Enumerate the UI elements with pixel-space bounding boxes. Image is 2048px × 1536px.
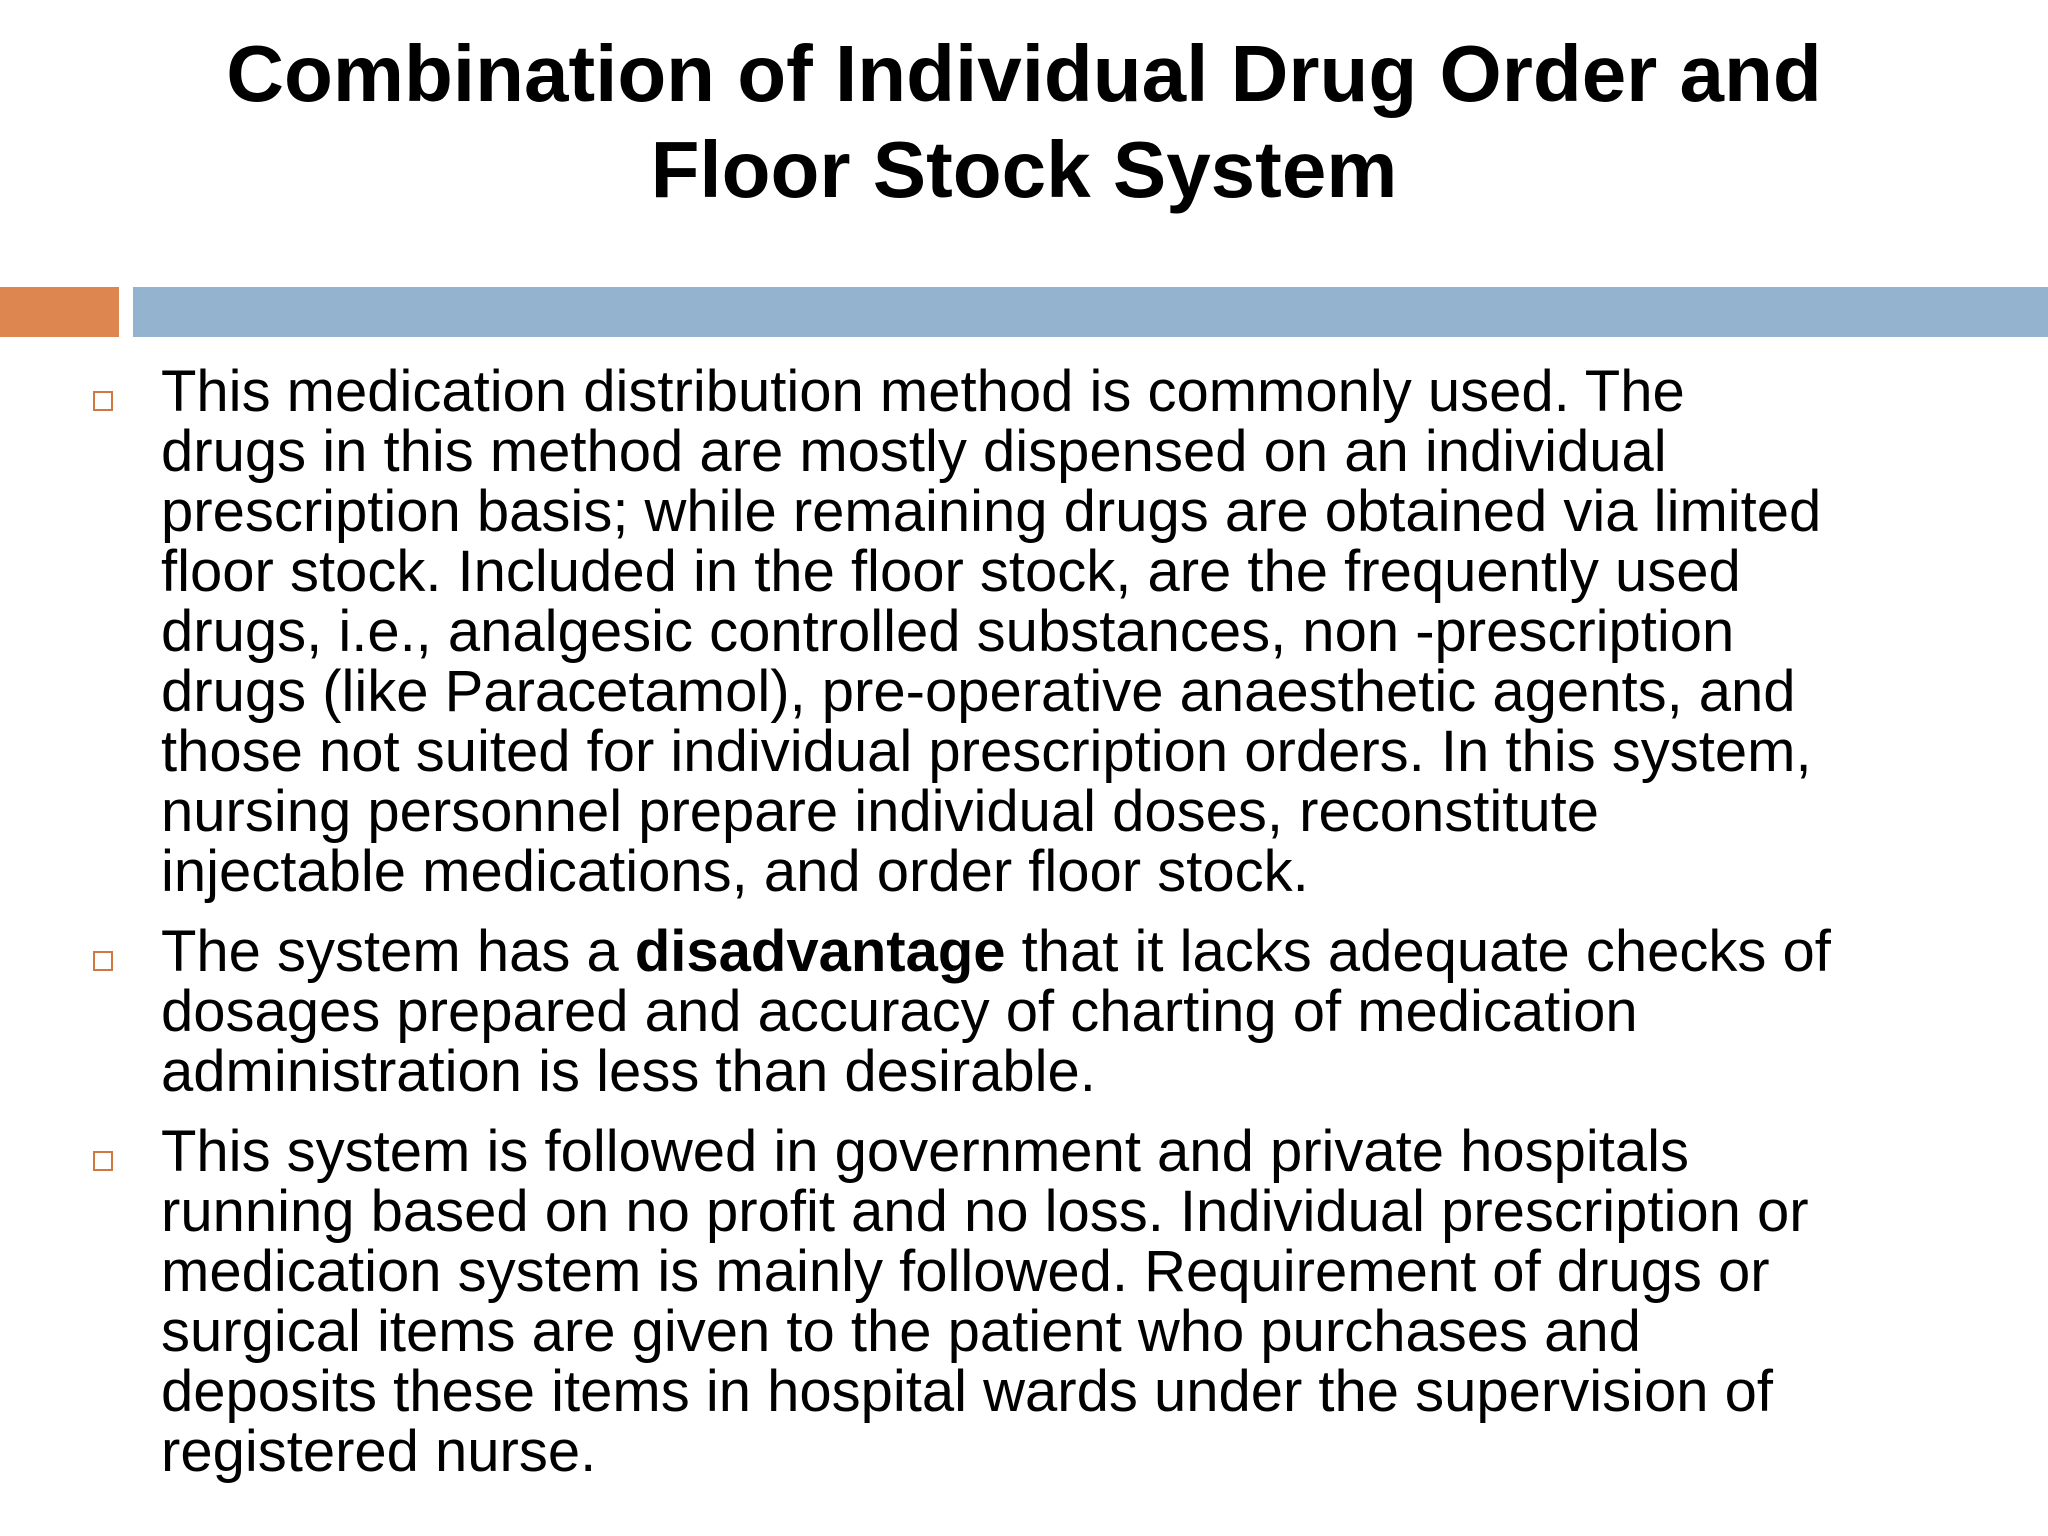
bullet-1-line: injectable medications, and order floor stock. — [161, 839, 1309, 904]
bullet-1-line: prescription basis; while remaining drugs are obtained via limited — [161, 479, 1822, 544]
bullet-1-line: drugs in this method are mostly dispensed on an individual — [161, 419, 1667, 484]
slide-title-line-1: Combination of Individual Drug Order and — [226, 29, 1822, 118]
bullet-1-line: floor stock. Included in the floor stock, are the frequently used — [161, 539, 1741, 604]
bullet-text-3 — [161, 1119, 1809, 1484]
bullet-2-text-after: that it lacks adequate checks of — [1005, 919, 1831, 984]
slide-title-line-2: Floor Stock System — [650, 125, 1398, 214]
bullet-2-line — [161, 919, 1831, 984]
bullet-3-line: running based on no profit and no loss. Individual prescription or — [161, 1179, 1809, 1244]
bullet-3-line: medication system is mainly followed. Requirement of drugs or — [161, 1239, 1770, 1304]
bullet-3-line: surgical items are given to the patient who purchases and — [161, 1299, 1641, 1364]
hollow-square-icon — [93, 391, 113, 411]
bullet-3-line: This system is followed in government and private hospitals — [161, 1119, 1690, 1184]
bullet-text-2 — [161, 919, 1831, 1104]
bullet-1-line: drugs, i.e., analgesic controlled substances, non -prescription — [161, 599, 1735, 664]
bullet-2-emphasis: disadvantage — [634, 919, 1006, 984]
bullet-2-text-before: The system has a — [161, 919, 635, 984]
bullet-2-line: administration is less than desirable. — [161, 1039, 1096, 1104]
hollow-square-icon — [93, 951, 113, 971]
bullet-2-line: dosages prepared and accuracy of charting of medication — [161, 979, 1638, 1044]
bullet-text-1 — [161, 359, 1822, 904]
bullet-3-line: registered nurse. — [161, 1419, 597, 1484]
bullet-1-line: those not suited for individual prescription orders. In this system, — [161, 719, 1812, 784]
bullet-3-line: deposits these items in hospital wards under the supervision of — [161, 1359, 1773, 1424]
bullet-1-line: This medication distribution method is commonly used. The — [161, 359, 1685, 424]
hollow-square-icon — [93, 1151, 113, 1171]
bullet-1-line: nursing personnel prepare individual doses, reconstitute — [161, 779, 1599, 844]
bullet-1-line: drugs (like Paracetamol), pre-operative anaesthetic agents, and — [161, 659, 1796, 724]
